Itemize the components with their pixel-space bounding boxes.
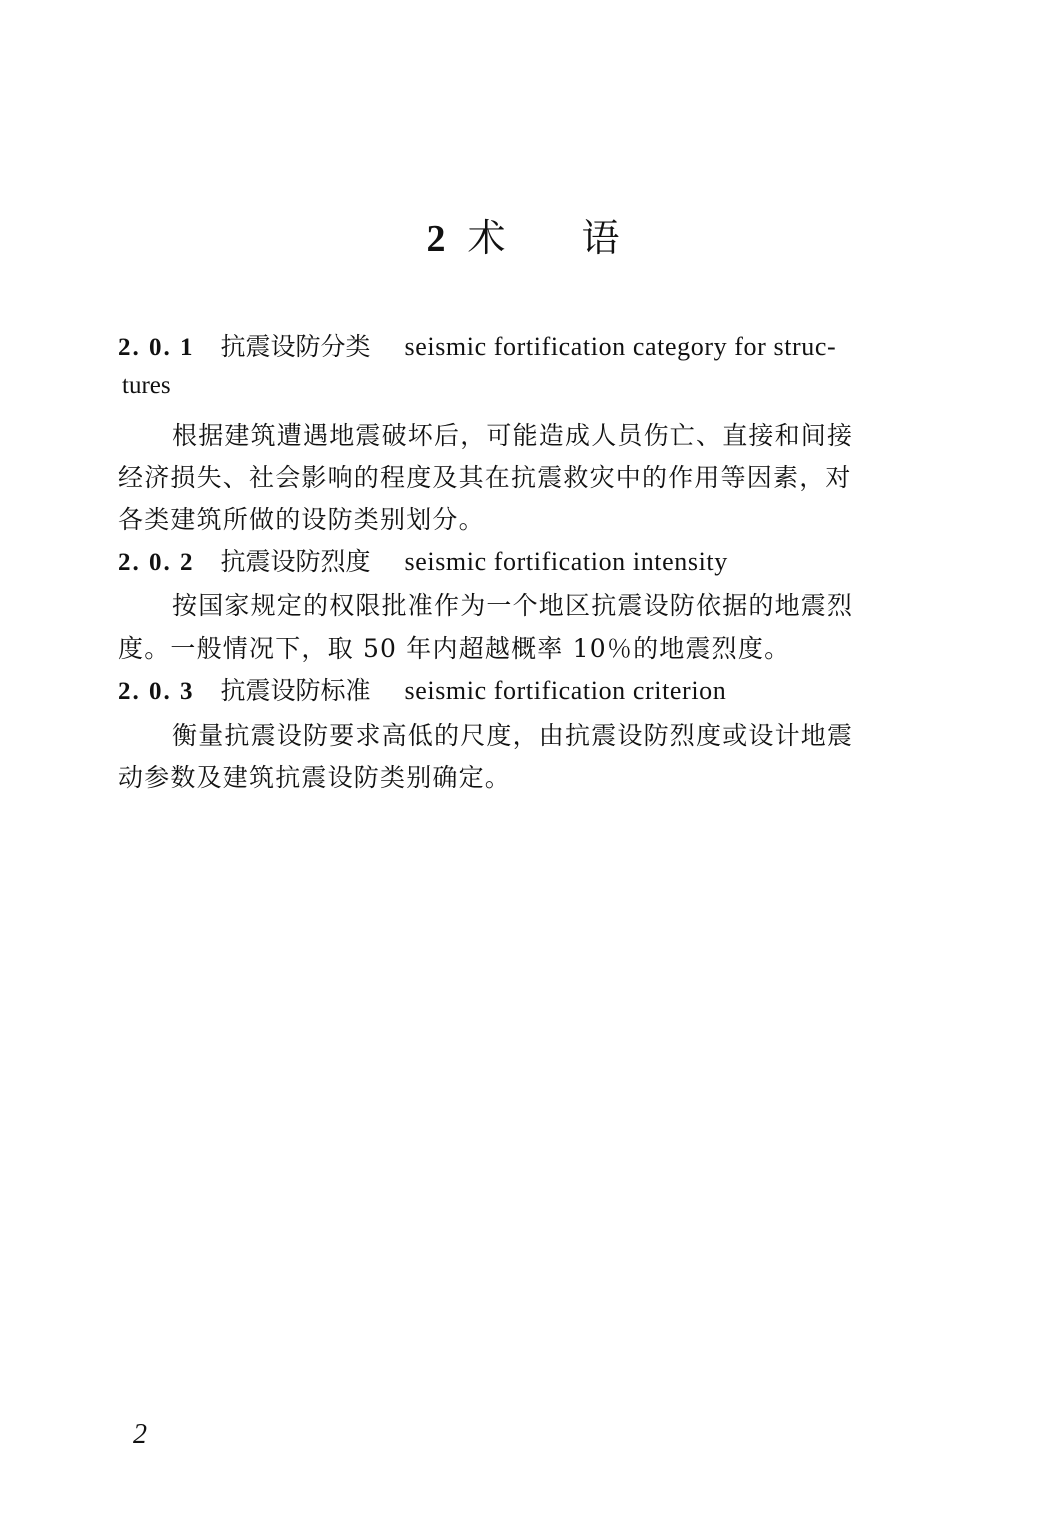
term-chinese: 抗震设防烈度 bbox=[220, 547, 371, 576]
term-heading bbox=[118, 542, 960, 583]
definition-line: 根据建筑遭遇地震破坏后，可能造成人员伤亡、直接和间接 bbox=[172, 421, 854, 450]
term-number: 2. 0. 2 bbox=[118, 549, 195, 576]
definition-line: 经济损失、社会影响的程度及其在抗震救灾中的作用等因素，对 bbox=[118, 463, 852, 492]
term-heading bbox=[118, 671, 960, 712]
definition-line: 按国家规定的权限批准作为一个地区抗震设防依据的地震烈 bbox=[172, 591, 854, 620]
page-number: 2 bbox=[133, 1419, 147, 1450]
term-english-continued: tures bbox=[122, 372, 171, 399]
chapter-title-part1: 术 bbox=[467, 216, 506, 260]
term-english: seismic fortification criterion bbox=[404, 676, 727, 705]
definition-line: 衡量抗震设防要求高低的尺度，由抗震设防烈度或设计地震 bbox=[172, 721, 854, 750]
definition-line: 各类建筑所做的设防类别划分。 bbox=[118, 505, 485, 534]
term-number: 2. 0. 1 bbox=[118, 334, 195, 361]
term-chinese: 抗震设防分类 bbox=[220, 332, 371, 361]
chapter-title-part2: 语 bbox=[581, 216, 620, 260]
chapter-number: 2 bbox=[426, 218, 446, 260]
term-number: 2. 0. 3 bbox=[118, 678, 195, 705]
definition-line: 度。一般情况下，取 50 年内超越概率 10％的地震烈度。 bbox=[118, 634, 791, 663]
term-chinese: 抗震设防标准 bbox=[220, 676, 371, 705]
term-english: seismic fortification intensity bbox=[404, 547, 728, 576]
chapter-heading bbox=[0, 210, 1046, 267]
term-heading bbox=[118, 327, 960, 368]
term-english: seismic fortification category for struc- bbox=[404, 332, 837, 361]
definition-line: 动参数及建筑抗震设防类别确定。 bbox=[118, 763, 512, 792]
